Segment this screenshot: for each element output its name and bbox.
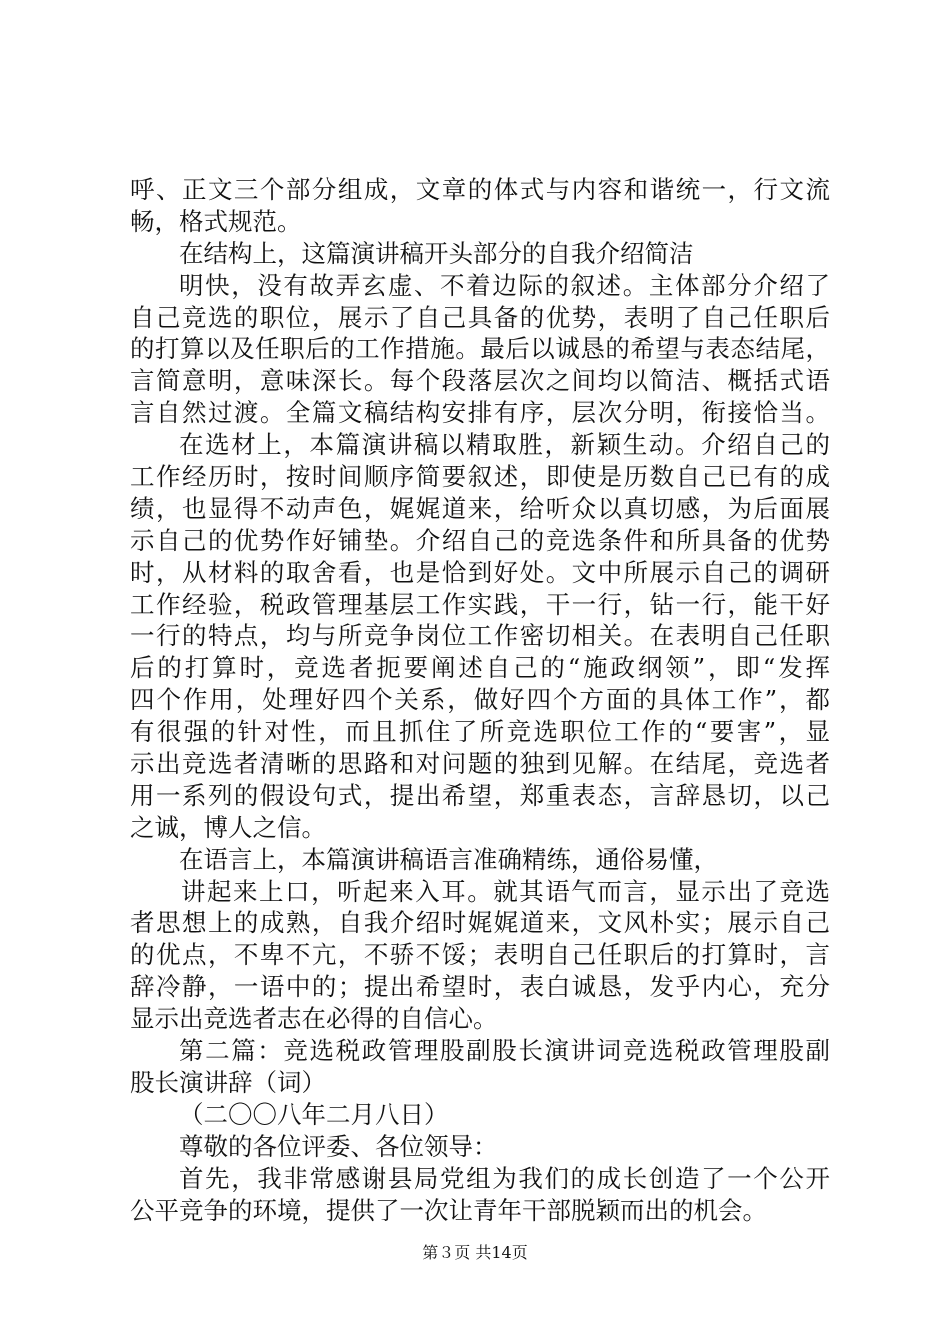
- section-heading-line: 第二篇：竞选税政管理股副股长演讲词竞选税政管理股副: [179, 1036, 830, 1066]
- text-line: 后的打算时，竞选者扼要阐述自己的“施政纲领”，即“发挥: [130, 653, 830, 683]
- text-line: 示自己的优势作好铺垫。介绍自己的竞选条件和所具备的优势: [130, 525, 830, 555]
- text-line: 的优点，不卑不亢，不骄不馁；表明自己任职后的打算时，言: [130, 940, 830, 970]
- paragraph-line: 在选材上，本篇演讲稿以精取胜，新颖生动。介绍自己的: [179, 430, 830, 460]
- text-line: 有很强的针对性，而且抓住了所竞选职位工作的“要害”，显: [130, 717, 830, 747]
- text-line: 言自然过渡。全篇文稿结构安排有序，层次分明，衔接恰当。: [130, 398, 830, 428]
- text-line: 呼、正文三个部分组成，文章的体式与内容和谐统一，行文流: [130, 175, 830, 204]
- text-line: 时，从材料的取舍看，也是恰到好处。文中所展示自己的调研: [130, 557, 830, 587]
- paragraph-line: 在结构上，这篇演讲稿开头部分的自我介绍简洁: [179, 238, 694, 268]
- text-line: 绩，也显得不动声色，娓娓道来，给听众以真切感，为后面展: [130, 493, 830, 523]
- text-line: 工作经验，税政管理基层工作实践，干一行，钻一行，能干好: [130, 589, 830, 619]
- text-line: 辞冷静，一语中的；提出希望时，表白诚恳，发乎内心，充分: [130, 972, 830, 1002]
- text-line: 言简意明，意味深长。每个段落层次之间均以简洁、概括式语: [130, 366, 830, 396]
- text-line: 四个作用，处理好四个关系，做好四个方面的具体工作”，都: [130, 685, 830, 715]
- text-line: 一行的特点，均与所竞争岗位工作密切相关。在表明自己任职: [130, 621, 830, 651]
- page-footer: 第３页 共14页: [422, 1243, 528, 1262]
- text-line: 示出竞选者清晰的思路和对问题的独到见解。在结尾，竞选者: [130, 749, 830, 779]
- text-line: 显示出竞选者志在必得的自信心。: [130, 1004, 498, 1034]
- text-line: 工作经历时，按时间顺序简要叙述，即使是历数自己已有的成: [130, 462, 830, 492]
- text-line: 畅，格式规范。: [130, 206, 302, 236]
- paragraph-line: 首先，我非常感谢县局党组为我们的成长创造了一个公开: [179, 1163, 830, 1193]
- text-line: 之诚，博人之信。: [130, 812, 326, 842]
- document-body: [130, 174, 830, 1226]
- text-line: 公平竞争的环境，提供了一次让青年干部脱颖而出的机会。: [130, 1195, 767, 1225]
- salutation-line: 尊敬的各位评委、各位领导：: [179, 1131, 498, 1161]
- text-line: 用一系列的假设句式，提出希望，郑重表态，言辞恳切，以己: [130, 780, 830, 810]
- paragraph-line: 讲起来上口，听起来入耳。就其语气而言，显示出了竞选: [181, 876, 830, 906]
- section-heading-line: 股长演讲辞（词）: [130, 1067, 326, 1097]
- paragraph-line: 在语言上，本篇演讲稿语言准确精练，通俗易懂，: [179, 844, 718, 874]
- text-line: 者思想上的成熟，自我介绍时娓娓道来，文风朴实；展示自己: [130, 908, 830, 938]
- date-line: （二〇〇八年二月八日）: [179, 1099, 449, 1129]
- paragraph-line: 明快，没有故弄玄虚、不着边际的叙述。主体部分介绍了: [179, 270, 830, 300]
- text-line: 的打算以及任职后的工作措施。最后以诚恳的希望与表态结尾，: [130, 334, 830, 364]
- text-line: 自己竞选的职位，展示了自己具备的优势，表明了自己任职后: [130, 302, 830, 332]
